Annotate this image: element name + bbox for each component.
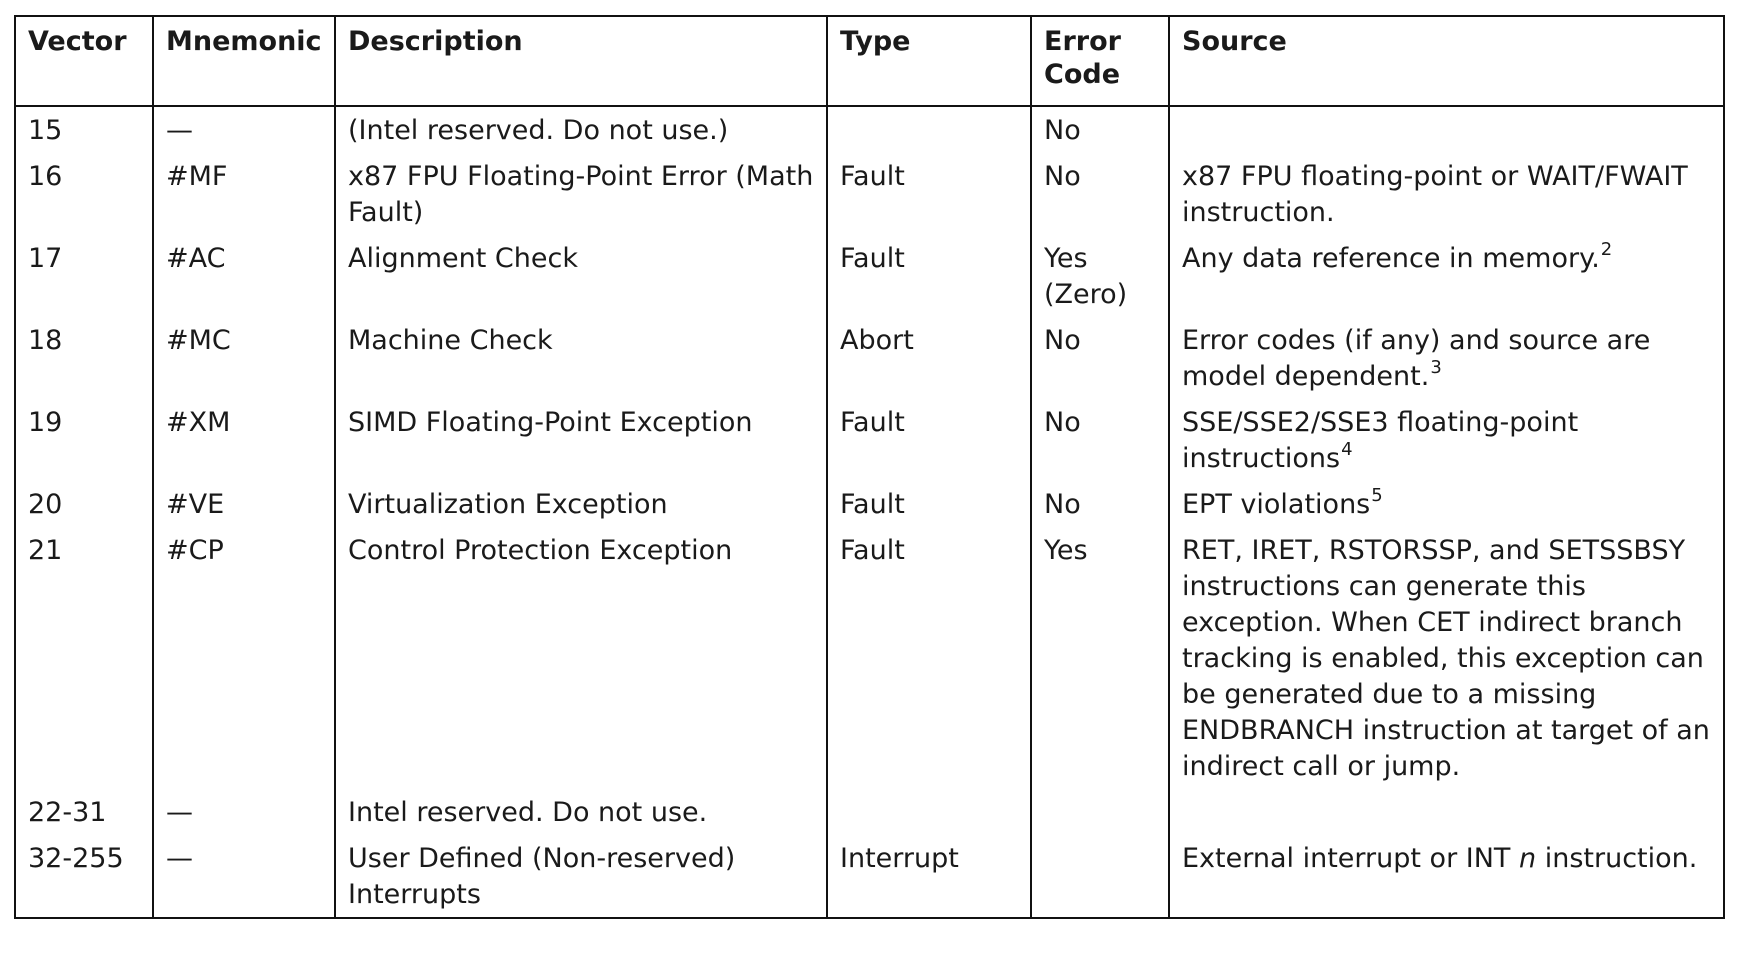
cell-error-code: Yes (Zero) [1031,235,1169,317]
cell-description: Virtualization Exception [335,481,827,527]
header-error-code [1031,16,1169,106]
cell-vector: 21 [15,527,153,789]
cell-mnemonic: #CP [153,527,335,789]
cell-mnemonic: — [153,789,335,835]
exception-vector-table [14,15,1725,919]
cell-type [827,106,1031,153]
cell-source-text: Any data reference in memory. [1182,243,1600,274]
cell-description: (Intel reserved. Do not use.) [335,106,827,153]
cell-description: SIMD Floating-Point Exception [335,399,827,481]
cell-source-text: EPT violations [1182,489,1371,520]
cell-source-text-italic: n [1519,843,1537,874]
table-row [15,835,1724,918]
table-row [15,789,1724,835]
cell-description: Intel reserved. Do not use. [335,789,827,835]
cell-mnemonic: — [153,106,335,153]
cell-type [827,789,1031,835]
table-header [15,16,1724,106]
cell-vector: 32-255 [15,835,153,918]
cell-type: Fault [827,527,1031,789]
cell-type: Fault [827,153,1031,235]
cell-mnemonic: #MC [153,317,335,399]
footnote-marker: 3 [1430,357,1442,378]
cell-source-text: x87 FPU floating-point or WAIT/FWAIT instruction. [1182,161,1688,228]
cell-description: x87 FPU Floating-Point Error (Math Fault) [335,153,827,235]
cell-mnemonic: #MF [153,153,335,235]
header-vector: Vector [15,16,153,106]
cell-mnemonic: #VE [153,481,335,527]
footnote-marker: 2 [1600,239,1613,260]
table-row [15,317,1724,399]
cell-error-code: No [1031,153,1169,235]
header-source: Source [1169,16,1724,106]
cell-description: Machine Check [335,317,827,399]
table-row [15,235,1724,317]
cell-vector: 18 [15,317,153,399]
table-row [15,481,1724,527]
cell-source-text: RET, IRET, RSTORSSP, and SETSSBSY instructions can generate this exception. When CET indirect branch tracking is enabled, this exception can be generated due to a missing ENDBRANCH instruction at target of an indirect call or jump. [1182,535,1710,782]
cell-source [1169,399,1724,481]
cell-description: Alignment Check [335,235,827,317]
header-error-code-line1: Error [1044,26,1121,57]
cell-description: User Defined (Non-reserved) Interrupts [335,835,827,918]
cell-source-text: SSE/SSE2/SSE3 floating-point instructions [1182,407,1579,474]
cell-error-code [1031,789,1169,835]
cell-source [1169,153,1724,235]
cell-type: Fault [827,399,1031,481]
cell-error-code [1031,835,1169,918]
header-type: Type [827,16,1031,106]
header-description: Description [335,16,827,106]
cell-source [1169,481,1724,527]
table-row [15,106,1724,153]
cell-source [1169,235,1724,317]
table-body [15,106,1724,918]
cell-type: Fault [827,481,1031,527]
cell-type: Fault [827,235,1031,317]
header-mnemonic: Mnemonic [153,16,335,106]
cell-source [1169,527,1724,789]
cell-type: Interrupt [827,835,1031,918]
cell-error-code: No [1031,399,1169,481]
cell-mnemonic: — [153,835,335,918]
cell-source [1169,835,1724,918]
cell-error-code: No [1031,106,1169,153]
cell-error-code: No [1031,481,1169,527]
cell-description: Control Protection Exception [335,527,827,789]
header-row [15,16,1724,106]
table-row [15,153,1724,235]
cell-source [1169,317,1724,399]
cell-error-code: No [1031,317,1169,399]
cell-source-text-after: instruction. [1536,843,1698,874]
cell-vector: 15 [15,106,153,153]
cell-vector: 19 [15,399,153,481]
cell-vector: 16 [15,153,153,235]
cell-source [1169,789,1724,835]
cell-error-code: Yes [1031,527,1169,789]
footnote-marker: 4 [1341,439,1353,460]
cell-source [1169,106,1724,153]
cell-vector: 17 [15,235,153,317]
cell-mnemonic: #AC [153,235,335,317]
header-error-code-line2: Code [1044,59,1121,90]
table-row [15,527,1724,789]
table-row [15,399,1724,481]
footnote-marker: 5 [1371,485,1383,506]
cell-type: Abort [827,317,1031,399]
cell-source-text-before: External interrupt or INT [1182,843,1519,874]
cell-vector: 22-31 [15,789,153,835]
cell-vector: 20 [15,481,153,527]
cell-mnemonic: #XM [153,399,335,481]
cell-source-text: Error codes (if any) and source are model dependent. [1182,325,1651,392]
